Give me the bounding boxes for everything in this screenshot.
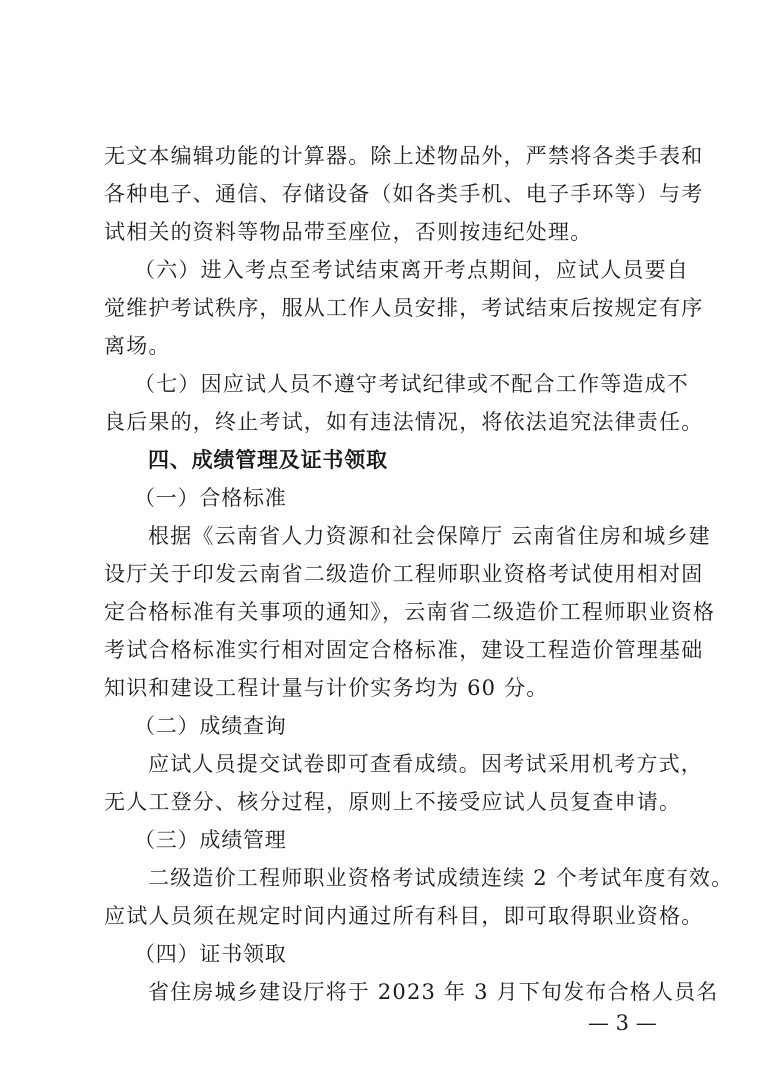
body-text-line: 良后果的，终止考试，如有违法情况，将依法追究法律责任。 (104, 410, 704, 434)
body-text-line: 知识和建设工程计量与计价实务均为 60 分。 (104, 676, 549, 700)
body-text-line: 应试人员须在规定时间内通过所有科目，即可取得职业资格。 (104, 904, 704, 928)
paragraph-first-line: 二级造价工程师职业资格考试成绩连续 2 个考试年度有效。 (148, 866, 734, 890)
paragraph-first-line: 根据《云南省人力资源和社会保障厅 云南省住房和城乡建 (148, 524, 711, 548)
body-text-line: 各种电子、通信、存储设备（如各类手机、电子手环等）与考 (104, 182, 704, 206)
section-heading: 四、成绩管理及证书领取 (148, 448, 388, 472)
subsection-heading: （四）证书领取 (134, 942, 287, 966)
subsection-heading: （一）合格标准 (134, 486, 287, 510)
body-text-line: 离场。 (104, 334, 171, 358)
body-text-line: 设厅关于印发云南省二级造价工程师职业资格考试使用相对固 (104, 562, 704, 586)
subsection-heading: （二）成绩查询 (134, 714, 287, 738)
body-text-line: 无文本编辑功能的计算器。除上述物品外，严禁将各类手表和 (104, 144, 704, 168)
paragraph-first-line: 应试人员提交试卷即可查看成绩。因考试采用机考方式， (148, 752, 703, 776)
paragraph-first-line: （六）进入考点至考试结束离开考点期间，应试人员要自 (134, 258, 689, 282)
body-text-line: 考试合格标准实行相对固定合格标准，建设工程造价管理基础 (104, 638, 704, 662)
body-text-line: 觉维护考试秩序，服从工作人员安排，考试结束后按规定有序 (104, 296, 704, 320)
body-text-line: 定合格标准有关事项的通知》，云南省二级造价工程师职业资格 (104, 600, 716, 624)
body-text-line: 试相关的资料等物品带至座位，否则按违纪处理。 (104, 220, 593, 244)
paragraph-first-line: （七）因应试人员不遵守考试纪律或不配合工作等造成不 (134, 372, 689, 396)
subsection-heading: （三）成绩管理 (134, 828, 287, 852)
page-number: — 3 — (588, 1011, 657, 1035)
paragraph-first-line: 省住房城乡建设厅将于 2023 年 3 月下旬发布合格人员名 (148, 980, 719, 1004)
body-text-line: 无人工登分、核分过程，原则上不接受应试人员复查申请。 (104, 790, 682, 814)
